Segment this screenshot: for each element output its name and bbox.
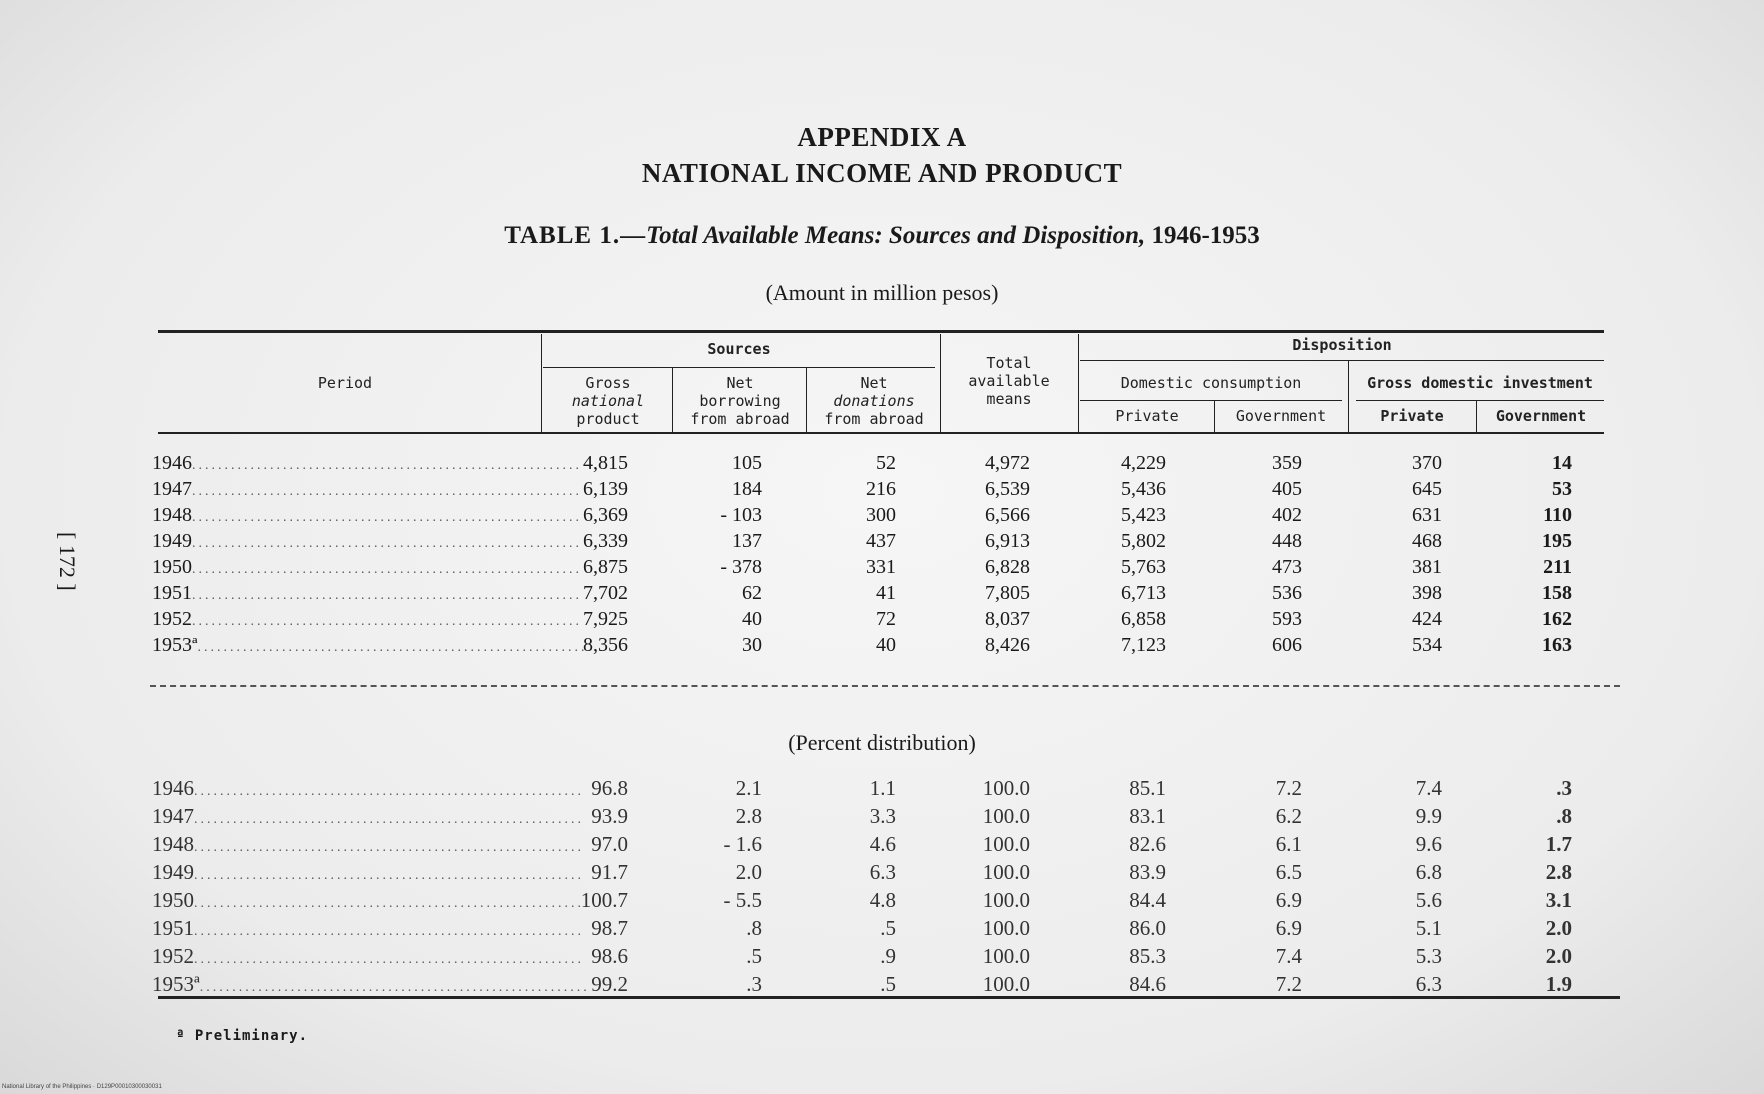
- cell-gi-priv: 381: [1412, 556, 1442, 578]
- cell-total: 4,972: [985, 452, 1030, 474]
- cell-gi-gov: 163: [1542, 634, 1572, 656]
- cell-dc-gov: 405: [1272, 478, 1302, 500]
- header-disposition: Disposition: [1292, 336, 1392, 354]
- row-period-label: 1949: [152, 860, 194, 884]
- header-dc-government: Government: [1235, 407, 1327, 425]
- cell-gnp: 98.6: [591, 944, 628, 968]
- table-row: [0, 556, 1764, 582]
- cell-gnp: 6,369: [583, 504, 628, 526]
- row-period-label: 1950: [152, 888, 194, 912]
- cell-dc-priv: 82.6: [1129, 832, 1166, 856]
- cell-gi-priv: 9.9: [1415, 804, 1442, 828]
- vline-gnp: [672, 368, 673, 432]
- cell-donat: 1.1: [869, 776, 896, 800]
- header-sources: Sources: [707, 340, 771, 358]
- row-period-label: 1949: [152, 530, 192, 552]
- table-years: 1946-1953: [1151, 222, 1260, 249]
- cell-donat: 437: [866, 530, 896, 552]
- header-bottom-rule: [158, 432, 1604, 434]
- table-row: [0, 608, 1764, 634]
- cell-borrow: 105: [732, 452, 762, 474]
- cell-dc-priv: 5,423: [1121, 504, 1166, 526]
- cell-gi-gov: 211: [1543, 556, 1572, 578]
- cell-total: 6,566: [985, 504, 1030, 526]
- header-total: [944, 354, 1074, 408]
- cell-gi-priv: 6.3: [1415, 972, 1442, 996]
- row-period: [152, 634, 588, 657]
- leader-dots: ............................................................: [192, 536, 582, 551]
- cell-borrow: 2.1: [735, 776, 762, 800]
- cell-gnp: 6,139: [583, 478, 628, 500]
- header-gross-investment: Gross domestic investment: [1367, 374, 1593, 392]
- header-dc-private: Private: [1115, 407, 1179, 425]
- cell-dc-gov: 536: [1272, 582, 1302, 604]
- cell-gnp: 100.7: [580, 888, 628, 912]
- cell-gi-gov: 2.0: [1545, 944, 1572, 968]
- cell-dc-gov: 402: [1272, 504, 1302, 526]
- header-borrowing: [676, 374, 804, 428]
- cell-donat: 40: [876, 634, 896, 656]
- row-period: [152, 944, 584, 969]
- row-period: [152, 556, 582, 579]
- footnote-preliminary: ª Preliminary.: [176, 1028, 309, 1044]
- leader-dots: ............................................................: [192, 458, 582, 473]
- cell-gi-gov: 1.7: [1545, 832, 1572, 856]
- header-gnp-line1: Gross: [585, 374, 631, 392]
- cell-total: 100.0: [982, 832, 1030, 856]
- row-period-label: 1951: [152, 916, 194, 940]
- cell-dc-priv: 85.3: [1129, 944, 1166, 968]
- table-row: [0, 832, 1764, 858]
- percent-section-title: (Percent distribution): [788, 730, 976, 755]
- vline-borrow: [806, 368, 807, 432]
- cell-total: 6,913: [985, 530, 1030, 552]
- table-row: [0, 888, 1764, 914]
- cell-donat: 41: [876, 582, 896, 604]
- cell-borrow: - 378: [720, 556, 762, 578]
- cell-dc-gov: 6.2: [1275, 804, 1302, 828]
- row-period: [152, 478, 582, 501]
- row-period: [152, 776, 584, 801]
- table-row: [0, 916, 1764, 942]
- table-row: [0, 972, 1764, 998]
- cell-gi-gov: 162: [1542, 608, 1572, 630]
- cell-donat: 3.3: [869, 804, 896, 828]
- cell-dc-gov: 6.9: [1275, 916, 1302, 940]
- vline-donat: [940, 334, 941, 432]
- investment-underline: [1356, 400, 1604, 401]
- cell-donat: 52: [876, 452, 896, 474]
- cell-gnp: 96.8: [591, 776, 628, 800]
- cell-gi-priv: 9.6: [1415, 832, 1442, 856]
- leader-dots: ............................................................: [199, 980, 590, 995]
- header-borrowing-line1: Net: [726, 374, 754, 392]
- row-period: [152, 860, 584, 885]
- row-period-label: 1947: [152, 478, 192, 500]
- leader-dots: ............................................................: [197, 640, 588, 655]
- cell-dc-priv: 84.6: [1129, 972, 1166, 996]
- cell-dc-gov: 606: [1272, 634, 1302, 656]
- leader-dots: ............................................................: [192, 614, 582, 629]
- header-donations-line3: from abroad: [824, 410, 924, 428]
- row-period-label: 1952: [152, 944, 194, 968]
- cell-gi-gov: 14: [1552, 452, 1572, 474]
- cell-dc-gov: 593: [1272, 608, 1302, 630]
- row-period: [152, 608, 582, 631]
- cell-total: 8,037: [985, 608, 1030, 630]
- cell-gnp: 8,356: [583, 634, 628, 656]
- cell-gnp: 4,815: [583, 452, 628, 474]
- row-period: [152, 832, 584, 857]
- cell-gi-priv: 534: [1412, 634, 1442, 656]
- cell-gi-gov: 158: [1542, 582, 1572, 604]
- page-number: [ 172 ]: [55, 532, 80, 591]
- units-note: (Amount in million pesos): [765, 280, 999, 305]
- cell-gi-gov: 2.0: [1545, 916, 1572, 940]
- cell-dc-gov: 359: [1272, 452, 1302, 474]
- cell-donat: 4.8: [869, 888, 896, 912]
- cell-borrow: - 1.6: [723, 832, 762, 856]
- cell-dc-gov: 473: [1272, 556, 1302, 578]
- cell-gnp: 7,702: [583, 582, 628, 604]
- table-row: [0, 634, 1764, 660]
- cell-gi-gov: .8: [1556, 804, 1572, 828]
- row-period-label: 1947: [152, 804, 194, 828]
- cell-donat: .5: [880, 916, 896, 940]
- leader-dots: ............................................................: [194, 784, 584, 799]
- cell-gnp: 7,925: [583, 608, 628, 630]
- cell-dc-gov: 6.9: [1275, 888, 1302, 912]
- header-donations-line1: Net: [860, 374, 888, 392]
- cell-dc-priv: 84.4: [1129, 888, 1166, 912]
- header-total-line3: means: [986, 390, 1032, 408]
- cell-dc-priv: 7,123: [1121, 634, 1166, 656]
- cell-borrow: 184: [732, 478, 762, 500]
- cell-borrow: .3: [746, 972, 762, 996]
- row-period: [152, 804, 584, 829]
- cell-total: 8,426: [985, 634, 1030, 656]
- table-title: [0, 222, 1764, 250]
- cell-gi-priv: 631: [1412, 504, 1442, 526]
- cell-donat: 6.3: [869, 860, 896, 884]
- leader-dots: ............................................................: [192, 588, 582, 603]
- table-title-text: Total Available Means: Sources and Disposition,: [646, 222, 1146, 249]
- cell-gi-priv: 5.1: [1415, 916, 1442, 940]
- row-period: [152, 972, 590, 997]
- row-period-label: 1948: [152, 504, 192, 526]
- cell-dc-priv: 5,763: [1121, 556, 1166, 578]
- cell-gnp: 93.9: [591, 804, 628, 828]
- row-period-label: 1950: [152, 556, 192, 578]
- cell-gnp: 98.7: [591, 916, 628, 940]
- cell-gi-priv: 424: [1412, 608, 1442, 630]
- header-period: Period: [317, 374, 373, 392]
- header-gi-private: Private: [1380, 407, 1444, 425]
- cell-gi-priv: 7.4: [1415, 776, 1442, 800]
- cell-gnp: 99.2: [591, 972, 628, 996]
- cell-borrow: 40: [742, 608, 762, 630]
- cell-borrow: - 5.5: [723, 888, 762, 912]
- header-donations-line2: donations: [833, 392, 915, 410]
- cell-gi-gov: 195: [1542, 530, 1572, 552]
- cell-gi-gov: 3.1: [1545, 888, 1572, 912]
- appendix-heading: APPENDIX A: [797, 122, 967, 152]
- section-dashed-divider: [150, 685, 1620, 687]
- cell-dc-priv: 6,713: [1121, 582, 1166, 604]
- table-row: [0, 582, 1764, 608]
- scan-caption: National Library of the Philippines · D129P00010300030031: [2, 1084, 162, 1090]
- cell-borrow: 2.0: [735, 860, 762, 884]
- cell-gi-priv: 468: [1412, 530, 1442, 552]
- table-row: [0, 776, 1764, 802]
- cell-gi-gov: .3: [1556, 776, 1572, 800]
- top-rule: [158, 330, 1604, 333]
- leader-dots: ............................................................: [194, 896, 584, 911]
- leader-dots: ............................................................: [194, 924, 584, 939]
- cell-gnp: 6,875: [583, 556, 628, 578]
- header-total-line2: available: [968, 372, 1050, 390]
- header-gnp-line3: product: [576, 410, 640, 428]
- cell-gnp: 97.0: [591, 832, 628, 856]
- cell-borrow: 137: [732, 530, 762, 552]
- cell-total: 6,539: [985, 478, 1030, 500]
- cell-borrow: .8: [746, 916, 762, 940]
- table-label: TABLE 1.—: [504, 222, 647, 249]
- table-row: [0, 860, 1764, 886]
- cell-dc-gov: 6.1: [1275, 832, 1302, 856]
- row-period: [152, 916, 584, 941]
- vline-domestic: [1214, 401, 1215, 432]
- leader-dots: ............................................................: [194, 868, 584, 883]
- vline-total: [1078, 334, 1079, 432]
- cell-gi-gov: 53: [1552, 478, 1572, 500]
- cell-total: 100.0: [982, 776, 1030, 800]
- cell-borrow: 30: [742, 634, 762, 656]
- section-heading: NATIONAL INCOME AND PRODUCT: [641, 158, 1123, 188]
- row-period: [152, 504, 582, 527]
- cell-total: 100.0: [982, 860, 1030, 884]
- cell-total: 100.0: [982, 944, 1030, 968]
- cell-dc-gov: 7.4: [1275, 944, 1302, 968]
- leader-dots: ............................................................: [194, 952, 584, 967]
- table-row: [0, 504, 1764, 530]
- sources-underline: [543, 367, 935, 368]
- cell-donat: 216: [866, 478, 896, 500]
- cell-dc-gov: 7.2: [1275, 776, 1302, 800]
- row-period-label: 1953ª: [152, 972, 200, 996]
- row-period-label: 1952: [152, 608, 192, 630]
- cell-borrow: - 103: [720, 504, 762, 526]
- table-row: [0, 478, 1764, 504]
- row-period: [152, 888, 584, 913]
- cell-gi-priv: 398: [1412, 582, 1442, 604]
- cell-dc-priv: 5,802: [1121, 530, 1166, 552]
- table-row: [0, 530, 1764, 556]
- cell-dc-priv: 6,858: [1121, 608, 1166, 630]
- leader-dots: ............................................................: [194, 840, 584, 855]
- cell-dc-priv: 4,229: [1121, 452, 1166, 474]
- cell-dc-priv: 83.1: [1129, 804, 1166, 828]
- cell-gi-priv: 370: [1412, 452, 1442, 474]
- cell-gi-gov: 2.8: [1545, 860, 1572, 884]
- domestic-underline: [1080, 400, 1342, 401]
- cell-total: 100.0: [982, 972, 1030, 996]
- cell-dc-priv: 86.0: [1129, 916, 1166, 940]
- cell-total: 7,805: [985, 582, 1030, 604]
- cell-total: 100.0: [982, 804, 1030, 828]
- cell-dc-priv: 83.9: [1129, 860, 1166, 884]
- row-period: [152, 452, 582, 475]
- cell-borrow: .5: [746, 944, 762, 968]
- row-period-label: 1951: [152, 582, 192, 604]
- header-domestic-consumption: Domestic consumption: [1120, 374, 1302, 392]
- leader-dots: ............................................................: [194, 812, 584, 827]
- cell-total: 6,828: [985, 556, 1030, 578]
- header-gnp: [548, 374, 668, 428]
- header-total-line1: Total: [986, 354, 1032, 372]
- cell-dc-priv: 85.1: [1129, 776, 1166, 800]
- cell-donat: .9: [880, 944, 896, 968]
- leader-dots: ............................................................: [192, 484, 582, 499]
- vline-mid-disposition: [1348, 361, 1349, 432]
- cell-total: 100.0: [982, 888, 1030, 912]
- bottom-rule: [158, 996, 1620, 999]
- cell-gi-priv: 645: [1412, 478, 1442, 500]
- cell-gi-priv: 5.6: [1415, 888, 1442, 912]
- cell-dc-gov: 6.5: [1275, 860, 1302, 884]
- table-row: [0, 452, 1764, 478]
- table-row: [0, 944, 1764, 970]
- cell-gi-priv: 6.8: [1415, 860, 1442, 884]
- cell-donat: .5: [880, 972, 896, 996]
- row-period-label: 1946: [152, 452, 192, 474]
- row-period-label: 1953ª: [152, 634, 198, 656]
- cell-borrow: 2.8: [735, 804, 762, 828]
- row-period: [152, 530, 582, 553]
- cell-dc-priv: 5,436: [1121, 478, 1166, 500]
- vline-investment: [1476, 401, 1477, 432]
- cell-donat: 4.6: [869, 832, 896, 856]
- cell-donat: 331: [866, 556, 896, 578]
- table-row: [0, 804, 1764, 830]
- header-gi-government: Government: [1495, 407, 1587, 425]
- cell-donat: 300: [866, 504, 896, 526]
- header-borrowing-line3: from abroad: [690, 410, 790, 428]
- leader-dots: ............................................................: [192, 562, 582, 577]
- cell-gi-gov: 110: [1543, 504, 1572, 526]
- cell-gnp: 91.7: [591, 860, 628, 884]
- row-period-label: 1946: [152, 776, 194, 800]
- cell-gnp: 6,339: [583, 530, 628, 552]
- cell-gi-gov: 1.9: [1545, 972, 1572, 996]
- header-borrowing-line2: borrowing: [699, 392, 781, 410]
- header-gnp-line2: national: [571, 392, 645, 410]
- cell-dc-gov: 448: [1272, 530, 1302, 552]
- cell-donat: 72: [876, 608, 896, 630]
- cell-gi-priv: 5.3: [1415, 944, 1442, 968]
- row-period: [152, 582, 582, 605]
- row-period-label: 1948: [152, 832, 194, 856]
- vline-period: [541, 334, 542, 432]
- disposition-underline: [1080, 360, 1604, 361]
- cell-dc-gov: 7.2: [1275, 972, 1302, 996]
- header-donations: [810, 374, 938, 428]
- cell-borrow: 62: [742, 582, 762, 604]
- leader-dots: ............................................................: [192, 510, 582, 525]
- cell-total: 100.0: [982, 916, 1030, 940]
